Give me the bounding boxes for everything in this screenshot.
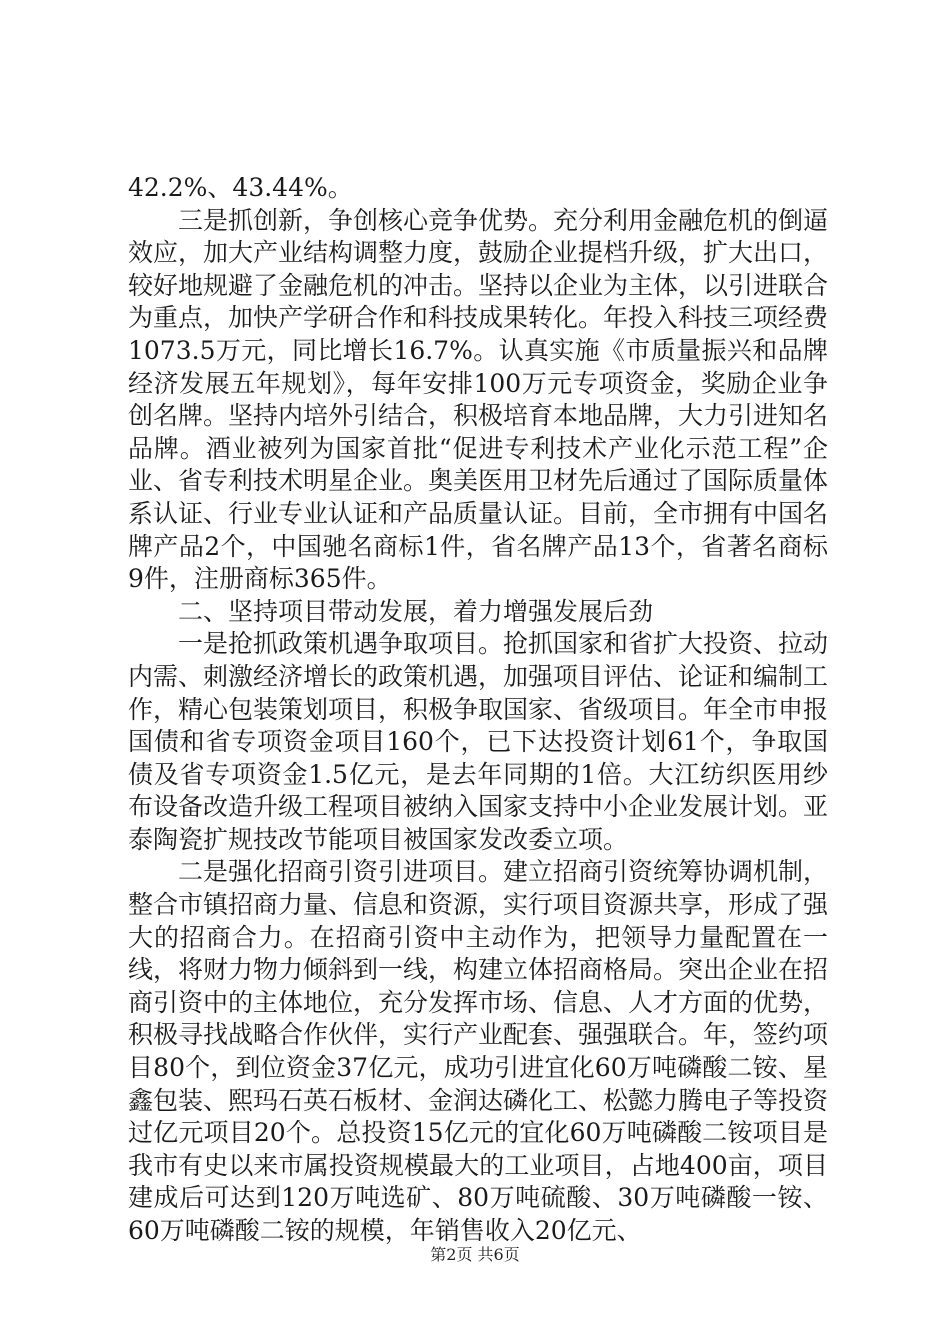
paragraph-investment-attraction: 二是强化招商引资引进项目。建立招商引资统筹协调机制，整合市镇招商力量、信息和资源，实行项目资源共享，形成了强大的招商合力。在招商引资中主动作为，把领导力量配置在一线，将财力物力倾斜到一线，构建立体招商格局。突出企业在招商引资中的主体地位，充分发挥市场、信息、人才方面的优势，积极寻找战略合作伙伴，实行产业配套、强强联合。年，签约项目80个，到位资金37亿元，成功引进宜化60万吨磷酸二铵、星鑫包装、熙玛石英石板材、金润达磷化工、松懿力腾电子等投资过亿元项目20个。总投资15亿元的宜化60万吨磷酸二铵项目是我市有史以来市属投资规模最大的工业项目，占地400亩，项目建成后可达到120万吨选矿、80万吨硫酸、30万吨磷酸一铵、60万吨磷酸二铵的规模，年销售收入20亿元、	[128, 857, 829, 1245]
page-number-footer: 第2页 共6页	[430, 1245, 520, 1264]
paragraph-innovation: 三是抓创新，争创核心竞争优势。充分利用金融危机的倒逼效应，加大产业结构调整力度，鼓励企业提档升级，扩大出口，较好地规避了金融危机的冲击。坚持以企业为主体，以引进联合为重点，加快产学研合作和科技成果转化。年投入科技三项经费1073.5万元，同比增长16.7%。认真实施《市质量振兴和品牌经济发展五年规划》，每年安排100万元专项资金，奖励企业争创名牌。坚持内培外引结合，积极培育本地品牌，大力引进知名品牌。酒业被列为国家首批“促进专利技术产业化示范工程”企业、省专利技术明星企业。奥美医用卫材先后通过了国际质量体系认证、行业专业认证和产品质量认证。目前，全市拥有中国名牌产品2个，中国驰名商标1件，省名牌产品13个，省著名商标9件，注册商标365件。	[128, 205, 829, 594]
paragraph-continuation: 42.2%、43.44%。	[128, 173, 353, 202]
document-body	[128, 172, 828, 1248]
section-heading: 二、坚持项目带动发展，着力增强发展后劲	[178, 596, 654, 626]
paragraph-policy-projects: 一是抢抓政策机遇争取项目。抢抓国家和省扩大投资、拉动内需、刺激经济增长的政策机遇，加强项目评估、论证和编制工作，精心包装策划项目，积极争取国家、省级项目。年全市申报国债和省专项资金项目160个，已下达投资计划61个，争取国债及省专项资金1.5亿元，是去年同期的1倍。大江纺织医用纱布设备改造升级工程项目被纳入国家支持中小企业发展计划。亚泰陶瓷扩规技改节能项目被国家发改委立项。	[128, 629, 829, 854]
